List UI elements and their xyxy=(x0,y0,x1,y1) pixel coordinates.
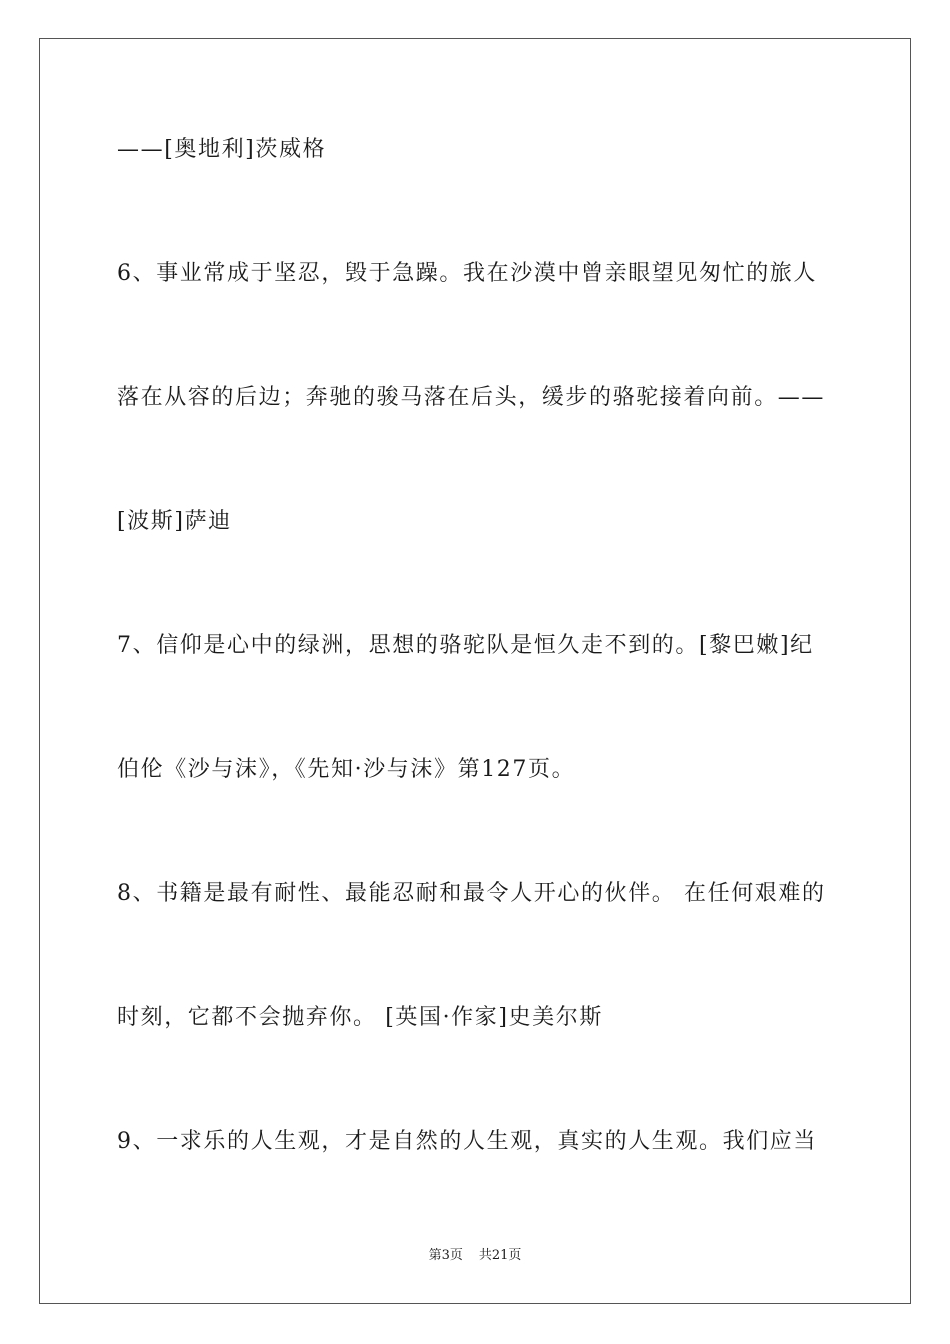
text-line-quote-8-part-1: 8、书籍是最有耐性、最能忍耐和最令人开心的伙伴。 在任何艰难的 xyxy=(117,881,826,906)
page-footer xyxy=(0,1247,950,1265)
text-line-quote-9-part-1: 9、一求乐的人生观，才是自然的人生观，真实的人生观。我们应当 xyxy=(117,1129,817,1154)
text-line-quote-6-part-2: 落在从容的后边；奔驰的骏马落在后头，缓步的骆驼接着向前。—— xyxy=(117,385,826,410)
text-line-quote-6-part-1: 6、事业常成于坚忍，毁于急躁。我在沙漠中曾亲眼望见匆忙的旅人 xyxy=(117,261,817,286)
page-border xyxy=(39,38,911,1304)
page-number: 第3页 xyxy=(428,1248,463,1263)
text-line-quote-7-part-1: 7、信仰是心中的绿洲，思想的骆驼队是恒久走不到的。[黎巴嫩]纪 xyxy=(117,633,814,658)
total-pages: 共21页 xyxy=(478,1248,522,1263)
text-line-attribution-saadi: [波斯]萨迪 xyxy=(117,509,232,534)
text-line-quote-8-part-2: 时刻，它都不会抛弃你。 [英国·作家]史美尔斯 xyxy=(117,1005,603,1030)
text-line-quote-7-part-2: 伯伦《沙与沫》，《先知·沙与沫》第127页。 xyxy=(117,757,576,782)
text-line-attribution-zweig: ——[奥地利]茨威格 xyxy=(117,137,327,162)
